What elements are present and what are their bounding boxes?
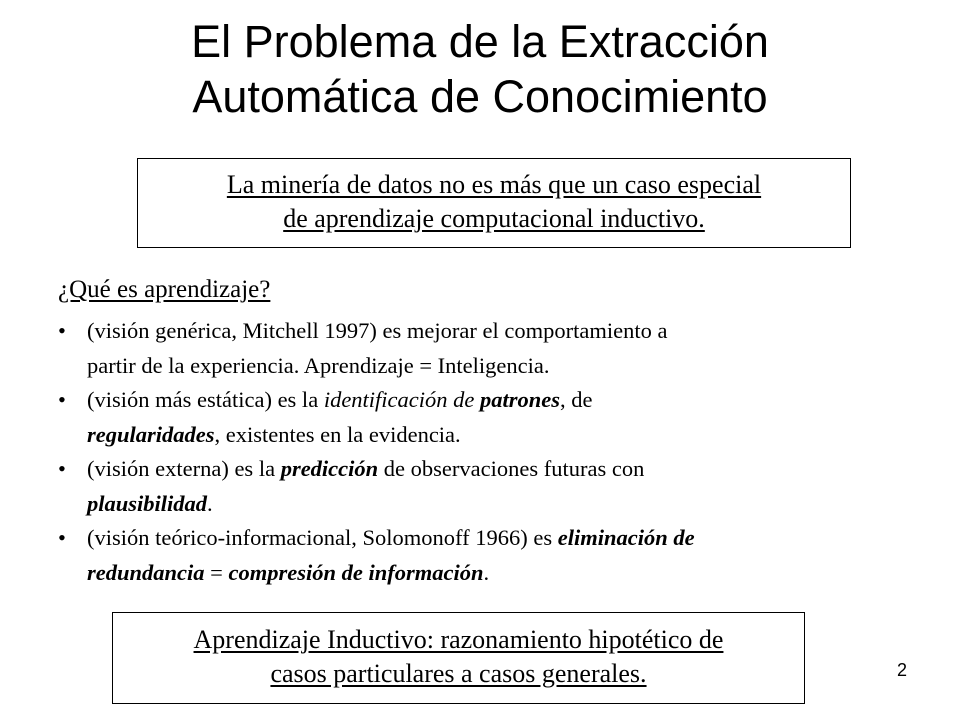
bullet-4-text-f: . (483, 559, 490, 585)
bullet-icon: • (58, 318, 66, 343)
bullet-2-text-e: , de (560, 387, 593, 412)
bullet-item-information-theoretic-view (58, 521, 918, 590)
inductive-learning-line-2: casos particulares a casos generales. (270, 659, 647, 688)
bullet-3-line-2 (87, 487, 918, 522)
bullet-4-text-c: redundancia (87, 559, 205, 585)
bullet-2-text-g: , existentes en la evidencia. (214, 421, 461, 447)
definition-box (137, 158, 851, 248)
bullet-2-text-f: regularidades (87, 421, 215, 447)
slide-title-line-2: Automática de Conocimiento (192, 71, 768, 122)
definition-line-1: La minería de datos no es más que un caso especial (226, 170, 762, 199)
slide-title-line-1: El Problema de la Extracción (191, 16, 769, 67)
bullet-4-line-1 (87, 521, 918, 556)
bullet-4-text-e: compresión de información (228, 559, 484, 585)
bullet-2-text-d: patrones (480, 387, 561, 412)
bullet-3-text-e: . (207, 490, 213, 516)
bullet-3-line-1 (87, 452, 918, 487)
inductive-learning-line-1: Aprendizaje Inductivo: razonamiento hipotético de (193, 625, 724, 654)
bullet-2-text-b: identificación de (323, 387, 475, 412)
bullet-icon: • (58, 525, 66, 550)
bullet-item-external-view (58, 452, 918, 521)
bullet-3-text-c: de observaciones futuras con (378, 456, 645, 481)
bullet-2-line-1 (87, 383, 918, 418)
bullet-3-text-a: (visión externa) es la (87, 456, 281, 481)
bullet-4-text-d: = (204, 559, 229, 585)
bullet-1-line-1: (visión genérica, Mitchell 1997) es mejorar el comportamiento a (87, 318, 668, 343)
bullet-4-text-b: eliminación de (557, 525, 695, 550)
bullet-icon: • (58, 456, 66, 481)
bullet-4-line-2 (87, 556, 918, 591)
bullet-2-line-2 (87, 418, 918, 453)
bullet-icon: • (58, 387, 66, 412)
bullet-2-text-a: (visión más estática) es la (87, 387, 324, 412)
bullet-3-text-d: plausibilidad (87, 490, 208, 516)
slide-number: 2 (896, 660, 907, 680)
inductive-learning-box (112, 612, 805, 704)
question-heading: ¿Qué es aprendizaje? (58, 276, 271, 303)
definition-line-2: de aprendizaje computacional inductivo. (283, 204, 705, 233)
bullet-4-text-a: (visión teórico-informacional, Solomonoff 1966) es (87, 525, 558, 550)
bullet-item-generic-view (58, 314, 918, 383)
bullet-3-text-b: predicción (280, 456, 379, 481)
bullet-list (58, 314, 918, 590)
bullet-1-line-2: partir de la experiencia. Aprendizaje = Inteligencia. (87, 352, 550, 378)
slide-title (0, 14, 960, 124)
bullet-item-static-view (58, 383, 918, 452)
